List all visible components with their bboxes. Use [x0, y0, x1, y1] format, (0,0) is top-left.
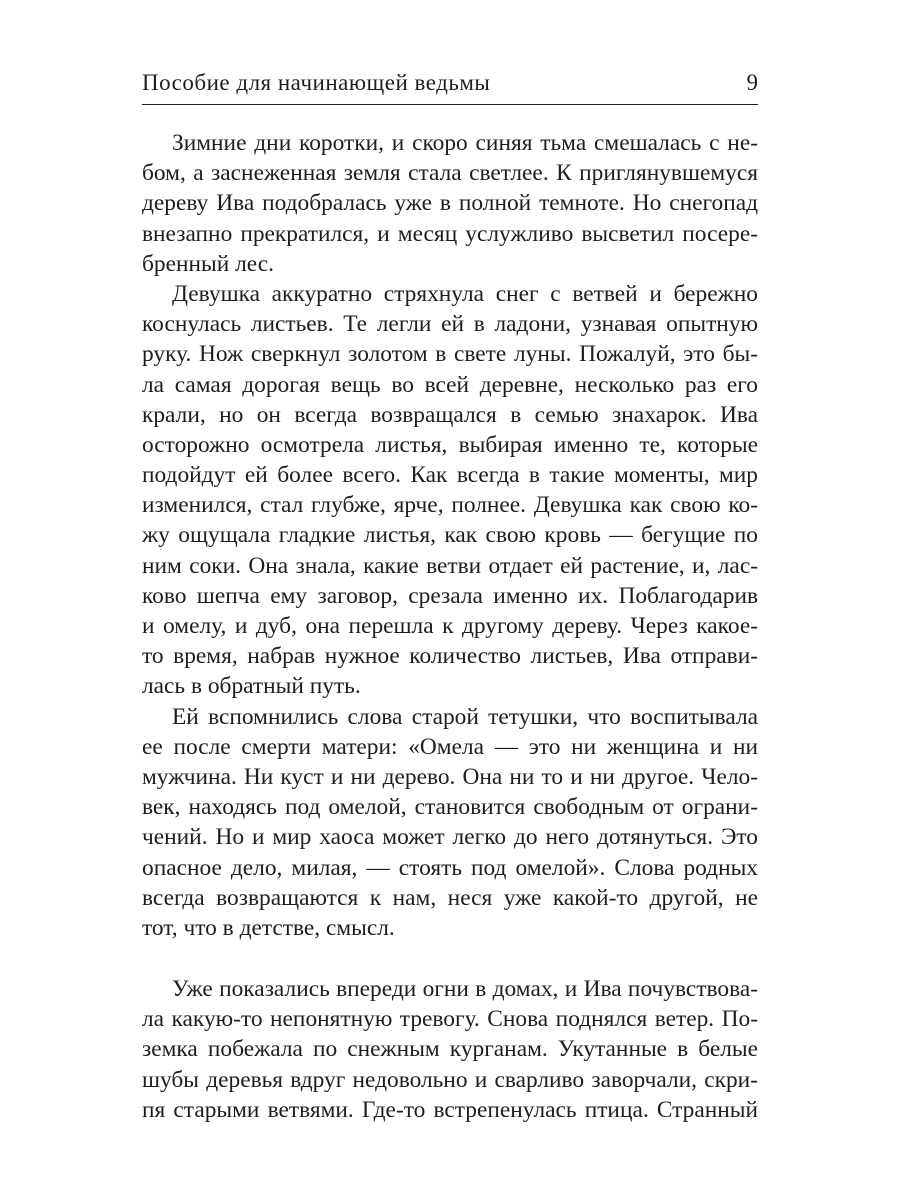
text-line: мужчина. Ни куст и ни дерево. Она ни то и ни другое. Чело- — [142, 763, 758, 790]
text-line: руку. Нож сверкнул золотом в свете луны. Пожалуй, это бы- — [142, 341, 758, 368]
text-line: бренный лес. — [142, 250, 274, 277]
paragraph — [142, 128, 758, 279]
text-line: крали, но он всегда возвращался в семью знахарок. Ива — [142, 401, 758, 428]
running-header — [142, 64, 758, 105]
text-line: изменился, стал глубже, ярче, полнее. Девушка как свою ко- — [142, 492, 758, 519]
section-break — [142, 943, 758, 974]
text-line: коснулась листьев. Те легли ей в ладони, узнавая опытную — [142, 311, 758, 338]
text-line: жу ощущала гладкие листья, как свою кровь — бегущие по — [142, 522, 758, 549]
page-number: 9 — [746, 70, 758, 95]
text-line: всегда возвращаются к нам, неся уже какой-то другой, не — [142, 884, 758, 911]
text-line: ла какую-то непонятную тревогу. Снова поднялся ветер. По- — [142, 1006, 758, 1033]
text-line: тот, что в детстве, смысл. — [142, 914, 395, 941]
book-page — [142, 0, 758, 1200]
text-line: Ей вспомнились слова старой тетушки, что воспитывала — [172, 703, 758, 730]
text-line: Девушка аккуратно стряхнула снег с ветвей и бережно — [172, 280, 758, 307]
text-line: ла самая дорогая вещь во всей деревне, несколько раз его — [142, 371, 758, 398]
text-line: подойдут ей более всего. Как всегда в такие моменты, мир — [142, 462, 758, 489]
text-line: и омелу, и дуб, она перешла к другому дереву. Через какое- — [142, 613, 758, 639]
text-line: дереву Ива подобралась уже в полной темноте. Но снегопад — [142, 190, 758, 217]
text-line: то время, набрав нужное количество листьев, Ива отправи- — [142, 643, 758, 670]
text-line: внезапно прекратился, и месяц услужливо высветил посере- — [142, 220, 758, 247]
text-line: шубы деревья вдруг недовольно и сварливо заворчали, скри- — [142, 1066, 758, 1093]
text-line: ково шепча ему заговор, срезала именно их. Поблагодарив — [142, 582, 758, 609]
text-line: ее после смерти матери: «Омела — это ни женщина и ни — [142, 733, 758, 760]
text-line: опасное дело, милая, — стоять под омелой». Слова родных — [142, 854, 758, 881]
text-line: земка побежала по снежным курганам. Укутанные в белые — [142, 1036, 758, 1063]
text-line: чений. Но и мир хаоса может легко до него дотянуться. Это — [142, 824, 758, 851]
text-line: Уже показались впереди огни в домах, и Ива почувствова- — [172, 976, 758, 1003]
text-line: осторожно осмотрела листья, выбирая именно те, которые — [142, 431, 758, 458]
text-line: бом, а заснеженная земля стала светлее. К приглянувшемуся — [142, 160, 758, 187]
text-line: лась в обратный путь. — [142, 673, 361, 700]
paragraph — [142, 702, 758, 944]
body-text — [142, 128, 758, 1125]
paragraph — [142, 279, 758, 702]
text-line: пя старыми ветвями. Где-то встрепенулась птица. Странный — [142, 1096, 758, 1123]
text-line: Зимние дни коротки, и скоро синяя тьма смешалась с не- — [172, 130, 758, 156]
running-title: Пособие для начинающей ведьмы — [142, 70, 491, 95]
text-line: век, находясь под омелой, становится свободным от ограни- — [142, 794, 758, 821]
text-line: ним соки. Она знала, какие ветви отдает ей растение, и, лас- — [142, 552, 758, 579]
paragraph — [142, 974, 758, 1125]
